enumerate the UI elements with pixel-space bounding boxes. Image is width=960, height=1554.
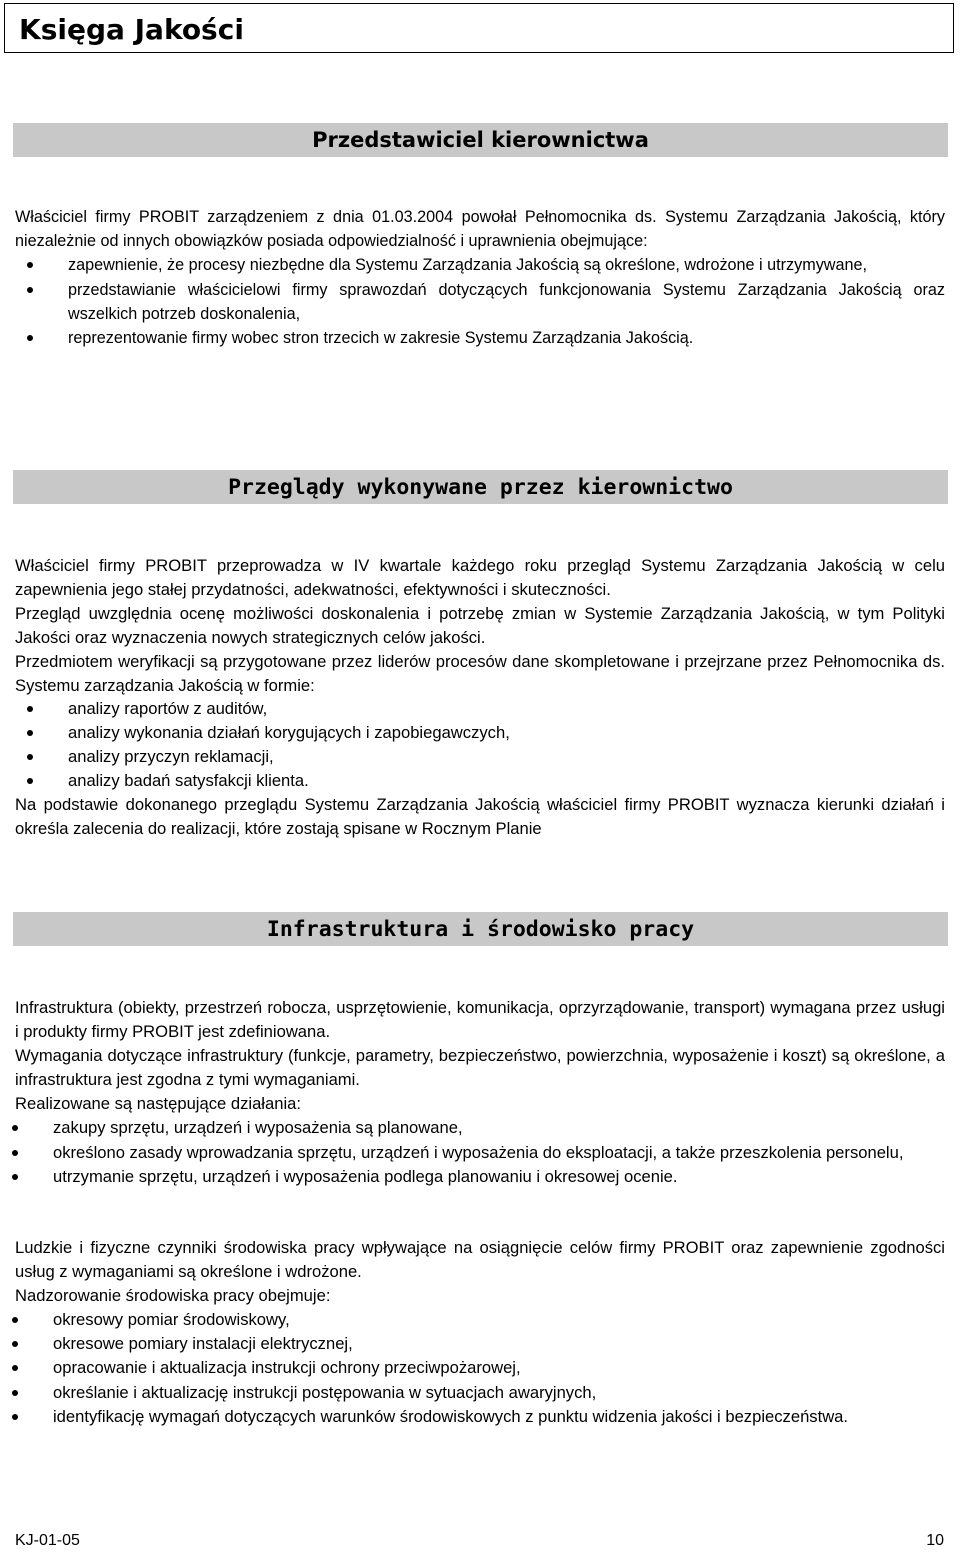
paragraph: Realizowane są następujące działania: xyxy=(15,1094,301,1114)
list-item: utrzymanie sprzętu, urządzeń i wyposażenia podlega planowaniu i okresowej ocenie. xyxy=(53,1165,945,1189)
section-heading-representative: Przedstawiciel kierownictwa xyxy=(13,123,948,157)
paragraph: Przegląd uwzględnia ocenę możliwości doskonalenia i potrzebę zmian w Systemie Zarządzania Jakością, w tym Polityki Jakości oraz wyznaczenia nowych strategicznych celów jakości. xyxy=(15,603,945,647)
bullet-list xyxy=(15,697,945,793)
paragraph: Przedmiotem weryfikacji są przygotowane przez liderów procesów dane skompletowane i przejrzane przez Pełnomocnika ds. Systemu zarządzania Jakością w formie: xyxy=(15,651,945,695)
list-item: przedstawianie właścicielowi firmy sprawozdań dotyczących funkcjonowania Systemu Zarządzania Jakością oraz wszelkich potrzeb doskonalenia, xyxy=(68,278,945,326)
paragraph: Na podstawie dokonanego przeglądu Systemu Zarządzania Jakością właściciel firmy PROBIT wyznacza kierunki działań i określa zalecenia do realizacji, które zostają spisane w Rocznym Planie xyxy=(15,795,945,838)
paragraph: Wymagania dotyczące infrastruktury (funkcje, parametry, bezpieczeństwo, powierzchnia, wyposażenie i koszt) są określone, a infrastruktura jest zgodna z tymi wymaganiami. xyxy=(15,1046,945,1090)
section-heading-infrastructure: Infrastruktura i środowisko pracy xyxy=(13,912,948,946)
list-item: analizy raportów z auditów, xyxy=(68,697,945,721)
section-body-representative xyxy=(15,205,945,350)
list-item: analizy wykonania działań korygujących i zapobiegawczych, xyxy=(68,721,945,745)
bullet-list xyxy=(15,1116,945,1188)
paragraph: Właściciel firmy PROBIT zarządzeniem z dnia 01.03.2004 powołał Pełnomocnika ds. Systemu Zarządzania Jakością, który niezależnie od innych obowiązków posiada odpowiedzialność i uprawnienia obejmujące: xyxy=(15,208,945,251)
footer-page-number: 10 xyxy=(926,1532,944,1549)
section-body-work-environment xyxy=(15,1236,945,1429)
document-title-box xyxy=(4,3,954,53)
list-item: identyfikację wymagań dotyczących warunków środowiskowych z punktu widzenia jakości i bezpieczeństwa. xyxy=(53,1405,945,1429)
list-item: opracowanie i aktualizacja instrukcji ochrony przeciwpożarowej, xyxy=(53,1356,945,1380)
list-item: zakupy sprzętu, urządzeń i wyposażenia są planowane, xyxy=(53,1116,945,1140)
list-item: określanie i aktualizację instrukcji postępowania w sytuacjach awaryjnych, xyxy=(53,1381,945,1405)
bullet-list xyxy=(15,1308,945,1428)
list-item: reprezentowanie firmy wobec stron trzecich w zakresie Systemu Zarządzania Jakością. xyxy=(68,326,945,350)
list-item: określono zasady wprowadzania sprzętu, urządzeń i wyposażenia do eksploatacji, a także przeszkolenia personelu, xyxy=(53,1141,945,1165)
section-heading-management-review: Przeglądy wykonywane przez kierownictwo xyxy=(13,470,948,504)
list-item: analizy badań satysfakcji klienta. xyxy=(68,769,945,793)
paragraph: Infrastruktura (obiekty, przestrzeń robocza, usprzętowienie, komunikacja, oprzyrządowanie, transport) wymagana przez usługi i produkty firmy PROBIT jest zdefiniowana. xyxy=(15,998,945,1042)
document-title: Księga Jakości xyxy=(19,13,244,46)
list-item: zapewnienie, że procesy niezbędne dla Systemu Zarządzania Jakością są określone, wdrożone i utrzymywane, xyxy=(68,253,945,277)
bullet-list xyxy=(15,253,945,350)
paragraph: Właściciel firmy PROBIT przeprowadza w IV kwartale każdego roku przegląd Systemu Zarządzania Jakością w celu zapewnienia jego stałej przydatności, adekwatności, efektywności i skuteczności. xyxy=(15,556,945,599)
footer-doc-code: KJ-01-05 xyxy=(15,1532,80,1549)
list-item: okresowe pomiary instalacji elektrycznej, xyxy=(53,1332,945,1356)
list-item: analizy przyczyn reklamacji, xyxy=(68,745,945,769)
section-body-infrastructure xyxy=(15,996,945,1189)
list-item: okresowy pomiar środowiskowy, xyxy=(53,1308,945,1332)
section-body-management-review xyxy=(15,554,945,841)
paragraph: Ludzkie i fizyczne czynniki środowiska pracy wpływające na osiągnięcie celów firmy PROBIT oraz zapewnienie zgodności usług z wymaganiami są określone i wdrożone. xyxy=(15,1238,945,1282)
paragraph: Nadzorowanie środowiska pracy obejmuje: xyxy=(15,1286,331,1306)
